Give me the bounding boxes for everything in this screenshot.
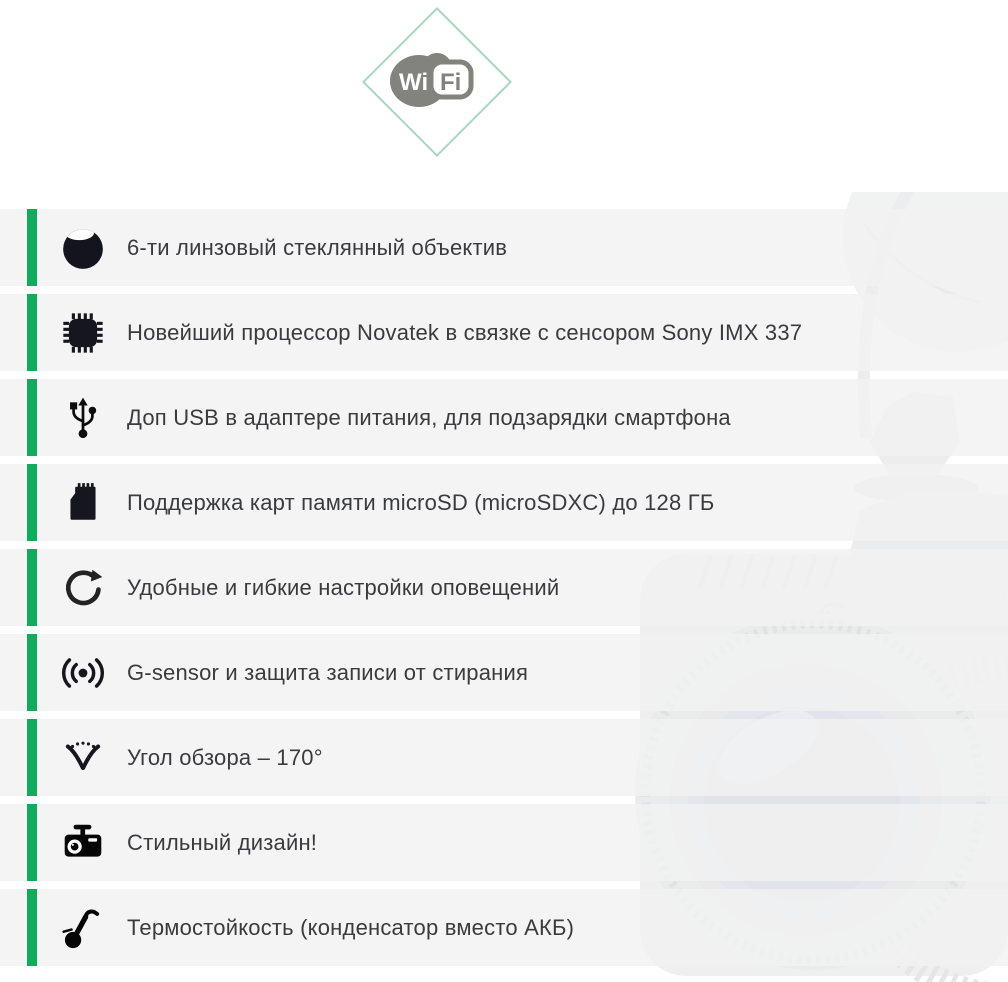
feature-row: [0, 549, 1008, 626]
feature-label: Доп USB в адаптере питания, для подзарядки смартфона: [127, 404, 731, 430]
feature-label: 6-ти линзовый стеклянный объектив: [127, 234, 508, 260]
feature-label: Стильный дизайн!: [127, 829, 318, 855]
feature-label: Поддержка карт памяти microSD (microSDXC) до 128 ГБ: [127, 489, 715, 515]
thermometer-icon: [60, 905, 106, 951]
microsd-icon: [60, 480, 106, 526]
accent-bar: [27, 889, 37, 966]
view-angle-icon: [60, 735, 106, 781]
feature-row: [0, 209, 1008, 286]
feature-row: [0, 804, 1008, 881]
processor-icon: [60, 310, 106, 356]
accent-bar: [27, 634, 37, 711]
feature-row: [0, 464, 1008, 541]
accent-bar: [27, 209, 37, 286]
accent-bar: [27, 379, 37, 456]
g-sensor-icon: [60, 650, 106, 696]
feature-label: Угол обзора – 170°: [127, 744, 323, 770]
feature-row: [0, 634, 1008, 711]
feature-label: Термостойкость (конденсатор вместо АКБ): [127, 914, 575, 940]
wifi-logo-wi-text: Wi: [399, 69, 429, 96]
dashcam-icon: [60, 820, 106, 866]
hero-section: [0, 0, 1008, 209]
accent-bar: [27, 294, 37, 371]
accent-bar: [27, 804, 37, 881]
wifi-logo-fi-text: Fi: [440, 69, 462, 96]
wifi-logo: [389, 50, 477, 115]
feature-row: [0, 889, 1008, 966]
feature-row: [0, 379, 1008, 456]
features-list: [0, 209, 1008, 966]
accent-bar: [27, 549, 37, 626]
usb-icon: [60, 395, 106, 441]
feature-row: [0, 719, 1008, 796]
accent-bar: [27, 719, 37, 796]
feature-label: G-sensor и защита записи от стирания: [127, 659, 529, 685]
lens-icon: [60, 225, 106, 271]
feature-label: Удобные и гибкие настройки оповещений: [127, 574, 560, 600]
feature-row: [0, 294, 1008, 371]
refresh-icon: [60, 565, 106, 611]
accent-bar: [27, 464, 37, 541]
feature-label: Новейший процессор Novatek в связке с сенсором Sony IMX 337: [127, 319, 803, 345]
